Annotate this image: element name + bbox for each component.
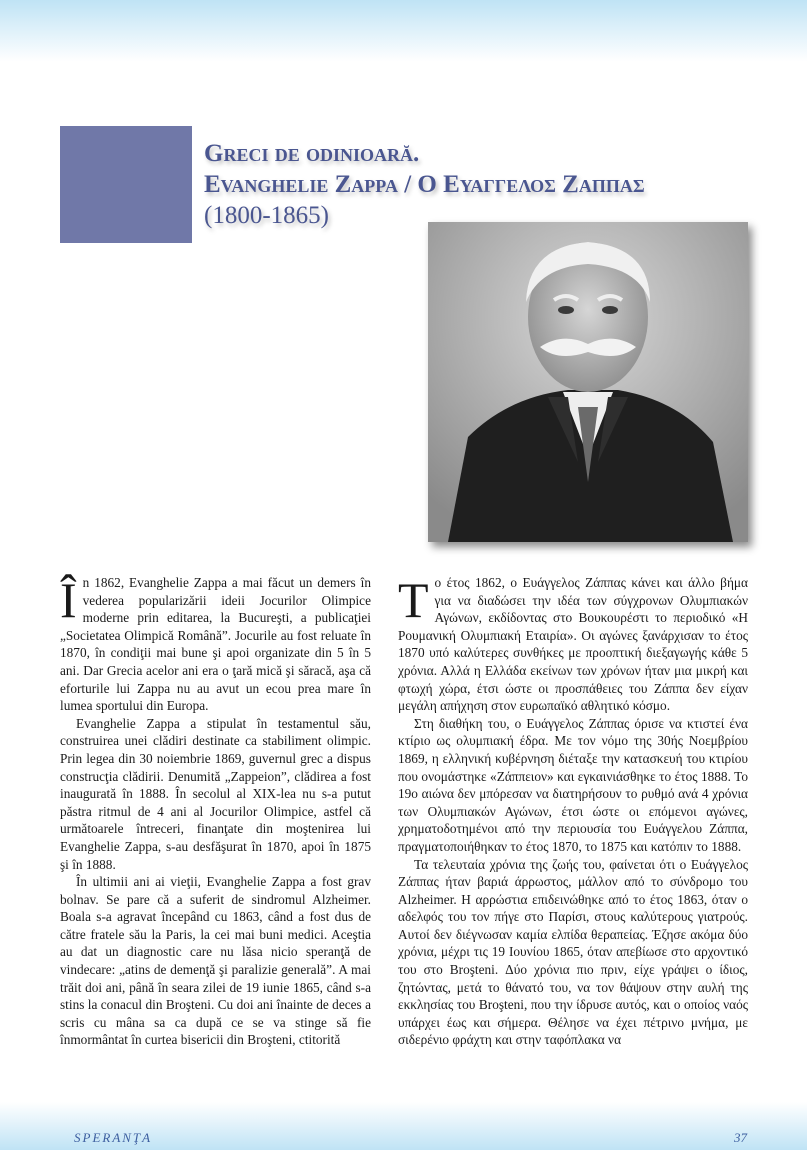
drop-cap: Î [60,572,77,628]
greek-text-column [398,574,748,1049]
paragraph: În ultimii ani ai vieţii, Evanghelie Zappa a fost grav bolnav. Se pare că a suferit de sindromul Alzheimer. Boala s-a agravat începând cu 1863, când a fost dus de către fratele său la Paris, la cei mai buni medici. Aceştia au dat un diagnostic care nu lăsa nicio speranţă de vindecare: „atins de demenţă şi paralizie generală”. A mai trăit doi ani, până în seara zilei de 19 iunie 1865, când s-a stins la conacul din Broşteni. Cu doi ani înainte de deces a scris cu mâna sa ca după ce se va stinge să fie înmormântat în curtea bisericii din Broşteni, ctitorită [60,874,371,1048]
magazine-name: SPERANŢA [74,1130,153,1145]
article-title [204,138,794,231]
paragraph: Στη διαθήκη του, ο Ευάγγελος Ζάππας όρισε να κτιστεί ένα κτίριο ως ολυμπιακή έδρα. Με τον νόμο της 30ής Νοεμβρίου 1869, η ελληνική κυβέρνηση διέταξε την κατασκευή του κτιρίου που ονομάστηκε «Ζάππειον» και εγκαινιάσθηκε το έτος 1888. Το 19ο αιώνα δεν μπόρεσαν να διατηρήσουν το ρυθμό ανά 4 χρόνια των Ολυμπιακών Αγώνων, έτσι ώστε οι επόμενοι αγώνες, χρηματοδοτημένοι από την περιουσία του Ευάγγελου Ζάππα, πραγματοποιήθηκαν το έτος 1870, το 1875 και κατόπιν το 1888. [398,715,748,854]
portrait-illustration [428,222,748,542]
paragraph: În 1862, Evanghelie Zappa a mai făcut un demers în vederea popularizării ideii Jocurilor Olimpice moderne prin editarea, la Bucureşti, a publicaţiei „Societatea Olimpică Română”. Jocurile au fost reluate în 1870, în condiţii mai bune şi apoi organizate din 5 în 5 ani. Dar Grecia acelor ani era o ţară mică şi săracă, aşa că eforturile lui Zappa nu au avut un ecou prea mare în lumea sportului din Europa. [60,572,371,714]
title-line-2: Evanghelie Zappa / Ο Ευαγγελος Ζαππας [204,171,645,198]
title-line-1: Greci de odinioară. [204,140,420,167]
paragraph: Το έτος 1862, ο Ευάγγελος Ζάππας κάνει και άλλο βήμα για να διαδώσει την ιδέα των σύγχρονων Ολυμπιακών Αγώνων, εκδίδοντας στο Βουκουρέστι το περιοδικό «Η Ρουμανική Ολυμπιακή Εταιρία». Οι αγώνες ξανάρχισαν το έτος 1870 υπό καλύτερες συνθήκες με προοπτική διεξαγωγής κάθε 5 χρόνια. Αλλά η Ελλάδα εκείνων των χρόνων ήταν μια μικρή και φτωχή χώρα, έτσι ώστε οι προσπάθειες του Ζάππα δεν είχαν μεγάλη απήχηση στον ευρωπαϊκό αθλητικό κόσμο. [398,572,748,714]
portrait-photo [428,222,748,542]
title-line-years: (1800-1865) [204,202,329,229]
header-gradient-band [0,0,807,62]
decorative-square [60,126,192,243]
paragraph: Evanghelie Zappa a stipulat în testamentul său, construirea unei clădiri destinate ca stabiliment olimpic. Prin legea din 30 noiembrie 1869, guvernul grec a dispus construcţia clădirii. Denumită „Zappeion”, clădirea a fost inaugurată în 1888. În secolul al XIX-lea nu s-a putut păstra ritmul de 4 ani al Jocurilor Olimpice, astfel că următoarele întreceri, finanţate din moştenirea lui Evanghelie Zappa, s-au desfăşurat în 1870, apoi în 1875 şi în 1888. [60,715,371,872]
page-number: 37 [734,1130,747,1145]
romanian-text-column [60,574,371,1049]
drop-cap: Τ [398,572,429,628]
paragraph: Τα τελευταία χρόνια της ζωής του, φαίνεται ότι ο Ευάγγελος Ζάππας ήταν βαριά άρρωστος, μάλλον από το σύνδρομο του Alzheimer. Η αρρώστια επιδεινώθηκε από το έτος 1863, όταν ο αδελφός του τον πήγε στο Παρίσι, στους καλύτερους γιατρούς. Αυτοί δεν διέγνωσαν καμία ελπίδα θεραπείας. Έζησε ακόμα δύο χρόνια, μέχρι τις 19 Ιουνίου 1865, όταν απεβίωσε στο αρχοντικό του στο Broşteni. Δύο χρόνια πιο πριν, είχε γράψει ο ίδιος, ζητώντας, μετά το θάνατό του, να τον θάψουν στην αυλή της εκκλησίας του Broşteni, που την ίδρυσε αυτός, και ο οποίος ναός υπάρχει έως και σήμερα. Θέλησε να έχει πέτρινο μνήμα, με σιδερένιο φράχτη και στην ταφόπλακα να [398,856,748,1048]
